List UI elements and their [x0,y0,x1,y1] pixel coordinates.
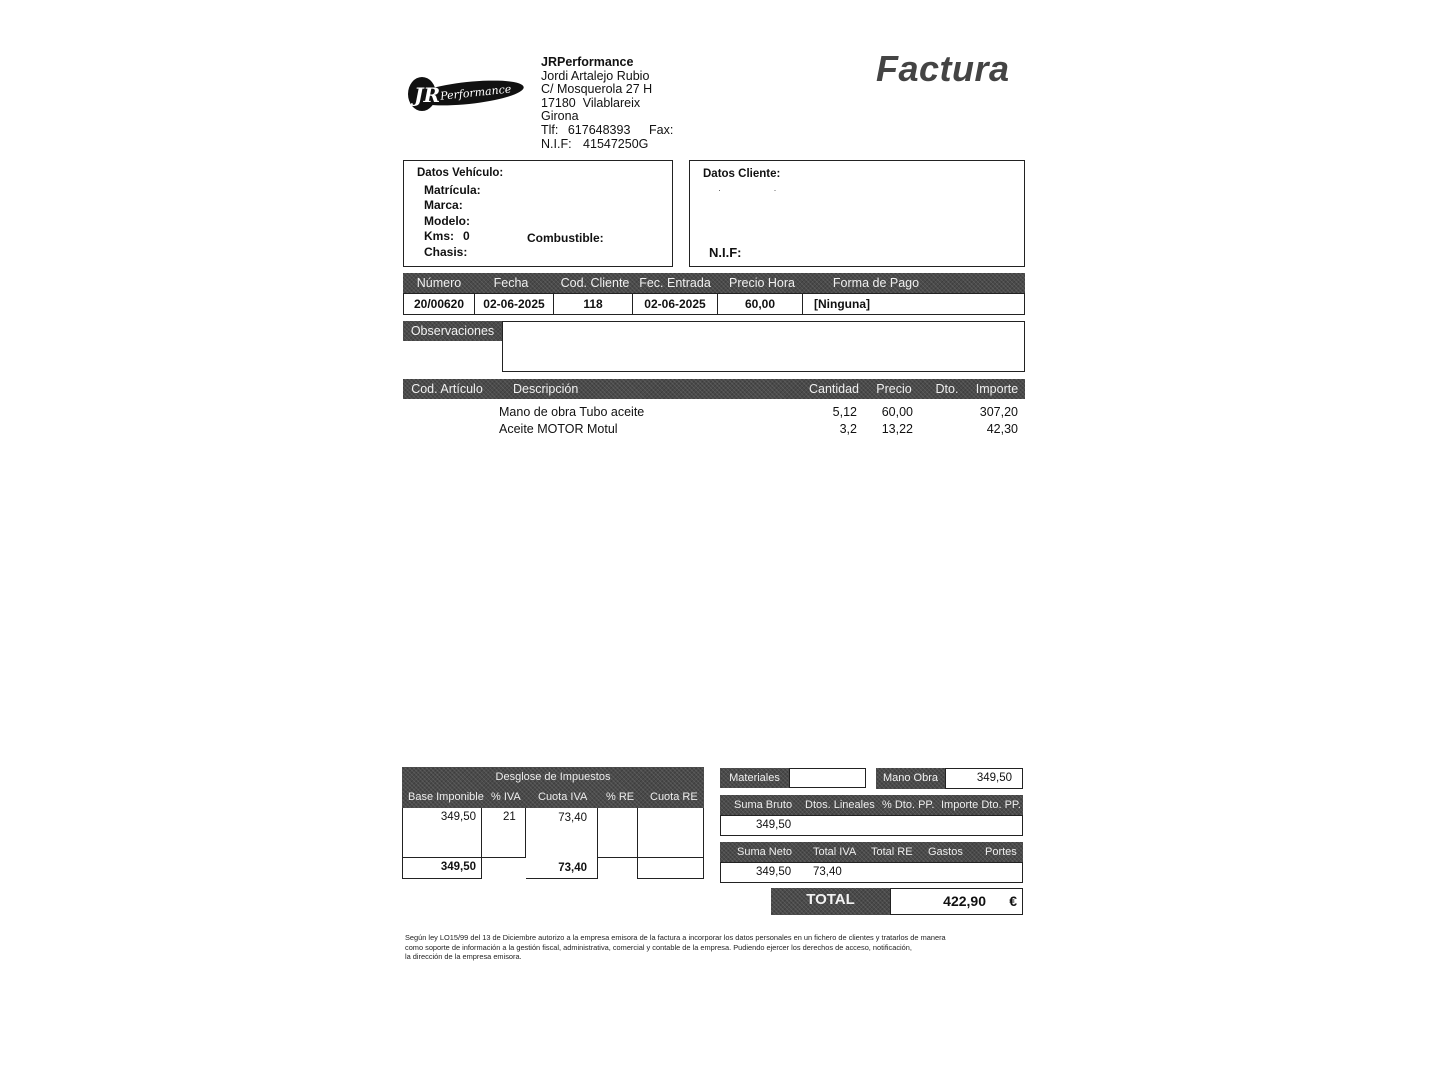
invoice-hour-price: 60,00 [744,297,776,311]
col-cod-cliente: Cod. Cliente [560,276,630,290]
company-logo [406,72,526,114]
vehicle-kms-label: Kms: [424,229,455,243]
item-quantity: 3,2 [839,422,857,436]
col-forma-pago: Forma de Pago [832,276,920,290]
observations-box [502,321,1025,372]
tax-col-base: Base Imponible [408,791,484,803]
suma-neto-value: 349,50 [756,866,792,878]
total-iva-value: 73,40 [813,866,842,878]
company-address: C/ Mosquerola 27 H [541,82,653,97]
company-name: JRPerformance [541,55,634,69]
tax-base: 349,50 [440,811,476,823]
svg-text:JR: JR [414,83,441,107]
total-value: 422,90 [943,893,986,909]
company-owner: Jordi Artalejo Rubio [541,68,650,83]
item-quantity: 5,12 [832,405,857,419]
invoice-payment-method: [Ninguna] [814,297,870,311]
svg-text:Performance: Performance [439,82,512,103]
col-portes: Portes [985,846,1017,858]
col-descripcion: Descripción [513,382,579,396]
document-title: Factura [876,48,1010,89]
col-cantidad: Cantidad [808,382,860,396]
col-precio: Precio [876,382,912,396]
neto-header [720,842,1023,862]
invoice-client-code: 118 [583,297,603,311]
client-redacted-marks: · · [718,185,777,195]
company-nif: 41547250G [583,136,649,151]
mano-obra-label: Mano Obra [876,768,945,789]
observations-label: Observaciones [403,321,502,341]
mano-obra-value: 349,50 [945,768,1023,789]
bruto-header [720,795,1023,815]
materiales-value [789,768,866,788]
company-province: Girona [541,109,579,124]
vehicle-marca-label: Marca: [424,198,463,212]
invoice-entry-date: 02-06-2025 [644,297,706,311]
company-nif-label: N.I.F: [541,136,572,151]
client-nif-label: N.I.F: [709,245,742,260]
company-phone-label: Tlf: [541,122,559,137]
col-importe: Importe [975,382,1019,396]
vehicle-box [403,160,673,267]
vehicle-modelo-label: Modelo: [424,214,470,228]
vehicle-kms-value: 0 [463,229,470,243]
col-dtos-lineales: Dtos. Lineales [805,799,875,811]
vehicle-chasis-label: Chasis: [424,245,468,259]
company-postal-city: 17180 Vilablareix [541,95,641,110]
legal-line: la dirección de la empresa emisora. [405,952,522,962]
vehicle-matricula-label: Matrícula: [424,183,481,197]
col-dto-pp: % Dto. PP. [882,799,935,811]
tax-col-iva-pct: % IVA [491,791,521,803]
col-fec-entrada: Fec. Entrada [639,276,711,290]
company-info [541,56,701,151]
suma-bruto-value: 349,50 [756,819,792,831]
col-numero: Número [416,276,462,290]
company-phone: 617648393 [567,122,631,137]
col-importe-dto-pp: Importe Dto. PP. [941,799,1021,811]
legal-text [405,933,1025,962]
vehicle-combustible-label: Combustible: [527,231,604,245]
invoice-header-bar [403,273,1025,293]
invoice-header-values [403,293,1025,315]
item-row [403,422,1025,438]
col-suma-bruto: Suma Bruto [734,799,793,811]
item-description: Aceite MOTOR Motul [499,422,618,436]
legal-line: como soporte de información a la gestión fiscal, administrativa, comercial y contable de la empresa. Pudiendo ejercer los derechos de acceso, notificación, [405,942,912,952]
tax-col-cuota-iva: Cuota IVA [538,791,588,803]
invoice-number: 20/00620 [413,297,465,311]
total-box [890,888,1023,915]
client-box [689,160,1025,267]
tax-title: Desglose de Impuestos [495,771,611,783]
col-precio-hora: Precio Hora [729,276,795,290]
company-fax-label: Fax: [649,122,674,137]
invoice-date: 02-06-2025 [483,297,545,311]
client-title: Datos Cliente: [703,168,781,180]
col-gastos: Gastos [928,846,963,858]
col-total-re: Total RE [871,846,913,858]
item-amount: 42,30 [986,422,1018,436]
tax-iva-amount: 73,40 [558,812,587,824]
legal-line: Según ley LO15/99 del 13 de Diciembre autorizo a la empresa emisora de la factura a incorporar los datos personales en un fichero de clientes y tratarlos de manera [405,933,946,942]
items-header-bar [403,379,1025,399]
col-dto: Dto. [935,382,959,396]
item-amount: 307,20 [979,405,1018,419]
tax-header [402,767,704,808]
tax-col-re-pct: % RE [606,791,635,803]
total-label: TOTAL [771,888,890,915]
neto-values [720,862,1023,883]
item-description: Mano de obra Tubo aceite [499,405,645,419]
tax-total-base: 349,50 [440,861,476,873]
item-row [403,405,1025,421]
currency-symbol: € [1009,893,1017,909]
item-price: 60,00 [881,405,913,419]
materiales-label: Materiales [720,768,789,788]
tax-body [402,808,704,880]
col-total-iva: Total IVA [813,846,857,858]
tax-total-iva: 73,40 [558,862,587,874]
bruto-values [720,815,1023,836]
col-cod-articulo: Cod. Artículo [411,382,483,396]
item-price: 13,22 [881,422,913,436]
tax-col-cuota-re: Cuota RE [650,791,698,803]
tax-iva-pct: 21 [503,811,516,823]
col-suma-neto: Suma Neto [737,846,793,858]
vehicle-title: Datos Vehículo: [417,167,504,179]
col-fecha: Fecha [493,276,529,290]
